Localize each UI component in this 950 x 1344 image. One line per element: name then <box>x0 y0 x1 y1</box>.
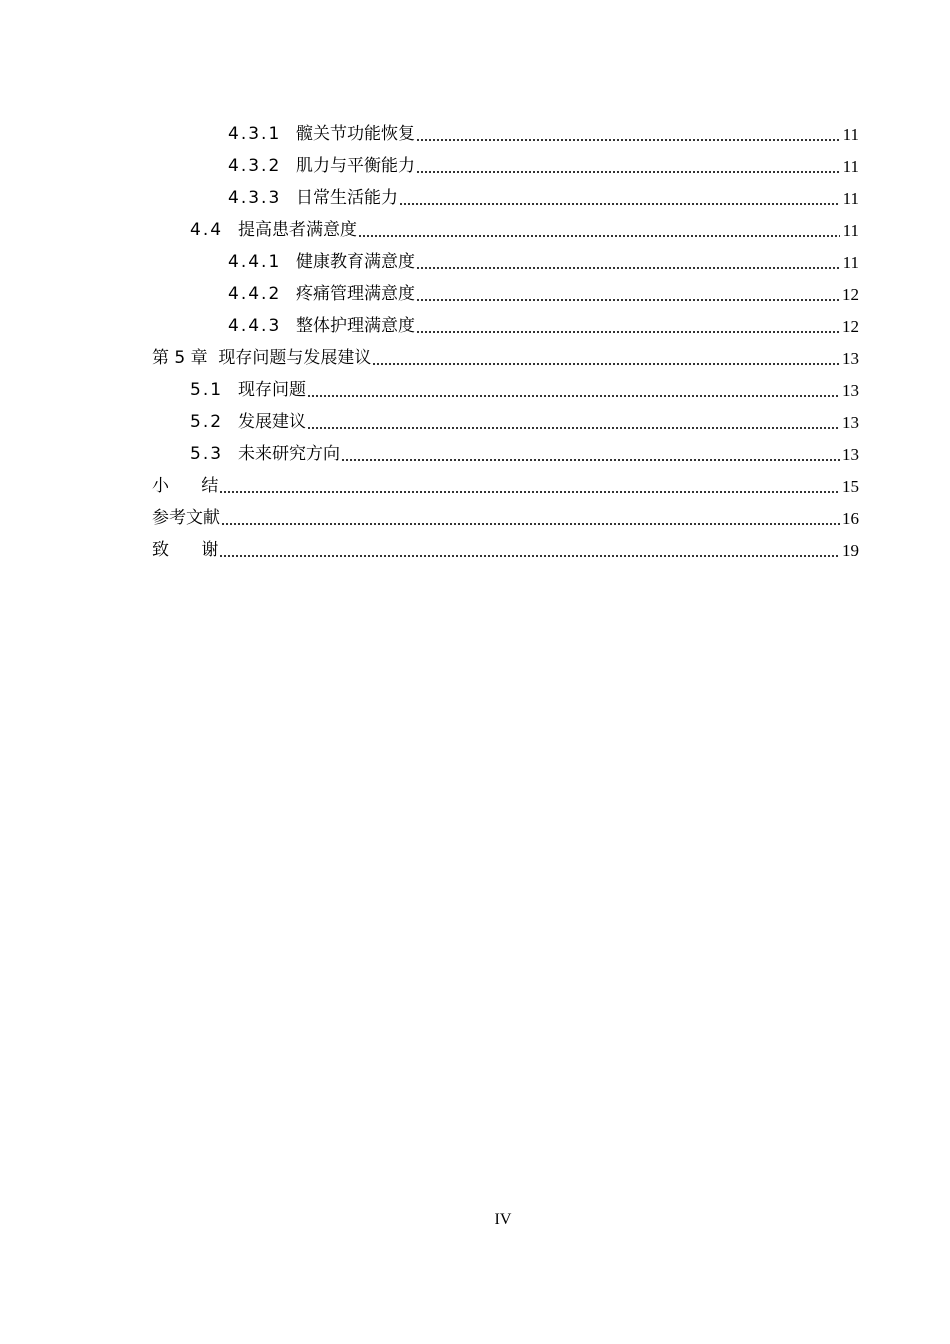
dot-leader <box>307 394 840 398</box>
toc-entry-page: 13 <box>842 445 859 464</box>
toc-acknowledgements-entry[interactable] <box>152 532 859 564</box>
toc-entry-title: 髋关节功能恢复 <box>296 124 415 144</box>
toc-entry-number: 4.4 <box>190 220 224 240</box>
toc-entry-title: 日常生活能力 <box>296 188 398 208</box>
dot-leader <box>372 362 840 366</box>
toc-entry-title: 未来研究方向 <box>238 444 340 464</box>
dot-leader <box>341 458 840 462</box>
toc-entry-number: 4.3.2 <box>228 156 282 176</box>
toc-entry-page: 19 <box>842 541 859 560</box>
page-number-label: IV <box>494 1211 512 1228</box>
toc-entry-number: 5.3 <box>190 444 224 464</box>
toc-entry-page: 16 <box>842 509 859 528</box>
toc-entry-number: 4.4.3 <box>228 316 282 336</box>
toc-entry-number: 4.4.1 <box>228 252 282 272</box>
table-of-contents <box>152 116 859 564</box>
toc-entry[interactable] <box>152 436 859 468</box>
toc-entry-title: 第 5 章 现存问题与发展建议 <box>152 348 372 368</box>
toc-entry-number: 4.4.2 <box>228 284 282 304</box>
dot-leader <box>416 266 840 270</box>
toc-entry-page: 12 <box>842 285 859 304</box>
toc-entry[interactable] <box>152 308 859 340</box>
toc-entry[interactable] <box>152 372 859 404</box>
toc-entry-title: 整体护理满意度 <box>296 316 415 336</box>
dot-leader <box>219 554 840 558</box>
toc-entry-title: 小 结 <box>152 476 219 496</box>
toc-entry-number: 5.1 <box>190 380 224 400</box>
dot-leader <box>358 234 840 238</box>
toc-entry-page: 11 <box>842 221 859 240</box>
dot-leader <box>307 426 840 430</box>
toc-entry[interactable] <box>152 212 859 244</box>
toc-entry-title: 疼痛管理满意度 <box>296 284 415 304</box>
dot-leader <box>221 522 840 526</box>
toc-entry[interactable] <box>152 148 859 180</box>
toc-entry-page: 11 <box>842 189 859 208</box>
toc-entry-title: 致 谢 <box>152 540 219 560</box>
toc-entry[interactable] <box>152 116 859 148</box>
toc-entry-page: 13 <box>842 381 859 400</box>
toc-entry-number: 4.3.1 <box>228 124 282 144</box>
toc-entry[interactable] <box>152 244 859 276</box>
toc-entry-number: 4.3.3 <box>228 188 282 208</box>
toc-entry-page: 11 <box>842 157 859 176</box>
toc-entry[interactable] <box>152 276 859 308</box>
dot-leader <box>399 202 840 206</box>
toc-entry-title: 健康教育满意度 <box>296 252 415 272</box>
toc-entry-title: 参考文献 <box>152 508 220 528</box>
toc-entry[interactable] <box>152 180 859 212</box>
toc-entry-page: 11 <box>842 125 859 144</box>
toc-entry-page: 13 <box>842 349 859 368</box>
toc-entry-number: 5.2 <box>190 412 224 432</box>
toc-entry-page: 12 <box>842 317 859 336</box>
toc-entry-page: 11 <box>842 253 859 272</box>
dot-leader <box>416 170 840 174</box>
toc-entry-title: 肌力与平衡能力 <box>296 156 415 176</box>
toc-references-entry[interactable] <box>152 500 859 532</box>
dot-leader <box>416 298 840 302</box>
dot-leader <box>219 490 840 494</box>
toc-entry-title: 发展建议 <box>238 412 306 432</box>
dot-leader <box>416 330 840 334</box>
dot-leader <box>416 138 840 142</box>
toc-entry-page: 13 <box>842 413 859 432</box>
toc-entry-title: 提高患者满意度 <box>238 220 357 240</box>
toc-entry-title: 现存问题 <box>238 380 306 400</box>
toc-entry-page: 15 <box>842 477 859 496</box>
toc-chapter-entry[interactable] <box>152 340 859 372</box>
page-footer <box>0 1211 950 1229</box>
toc-entry[interactable] <box>152 404 859 436</box>
toc-summary-entry[interactable] <box>152 468 859 500</box>
